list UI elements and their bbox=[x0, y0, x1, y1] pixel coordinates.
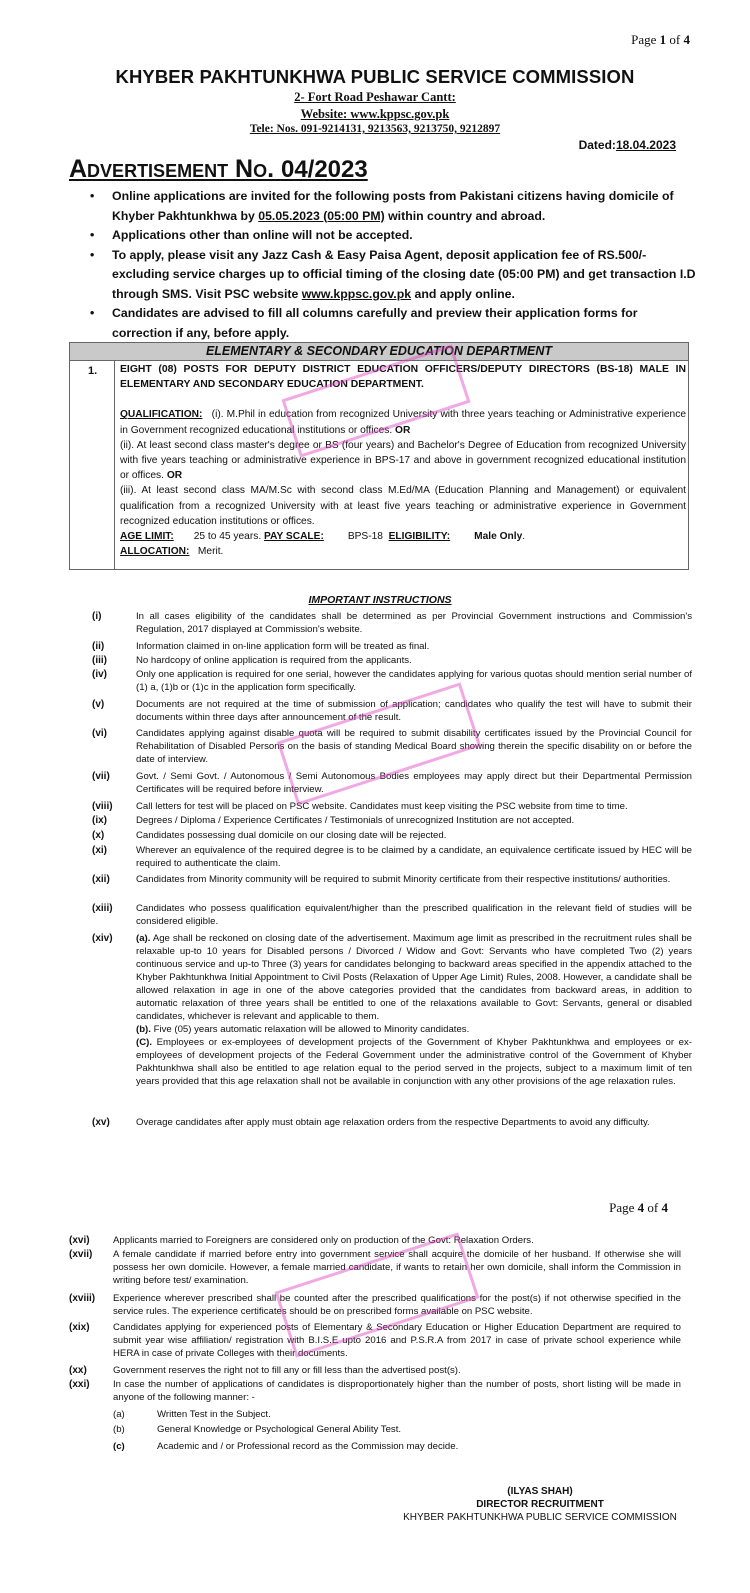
signatory-organization: KHYBER PAKHTUNKHWA PUBLIC SERVICE COMMISSION bbox=[403, 1512, 677, 1523]
instruction-item: (xxi) In case the number of applications of candidates is disproportionately higher than the number of posts, short listing will be made in anyone of the following manner: - bbox=[69, 1379, 681, 1403]
post-details bbox=[120, 362, 686, 559]
post-table bbox=[69, 342, 689, 570]
signatory-name: (ILYAS SHAH) bbox=[507, 1486, 573, 1497]
instruction-item: (ix) Degrees / Diploma / Experience Certificates / Testimonials of unrecognized Institution are not accepted. bbox=[92, 815, 575, 826]
website-line: Website: www.kppsc.gov.pk bbox=[300, 107, 450, 121]
shortlist-item: (c) Academic and / or Professional record as the Commission may decide. bbox=[113, 1441, 459, 1452]
qualification-block: QUALIFICATION: (i). M.Phil in education from recognized University with three years teaching or Administrative experience in Government recognized educational institutions or offices. OR (ii). At least second class master's degree or BS (four years) and Bachelor's Degree of Education from recognized University with five years teaching or administrative experience in BPS-17 and above in government recognized educational institution or offices. OR (iii). At least second class MA/M.Sc with second class M.Ed/MA (Education Planning and Management) or equivalent qualification from a recognized University with at least five years teaching or administrative experience in Government recognized education institutions or offices. bbox=[120, 409, 686, 527]
instruction-item: (xv) Overage candidates after apply must obtain age relaxation orders from the respective Departments to avoid any difficulty. bbox=[92, 1117, 650, 1128]
instruction-item: (xii) Candidates from Minority community will be required to submit Minority certificate from their respective institutions/ authorities. bbox=[92, 874, 671, 885]
instruction-item: (xvi) Applicants married to Foreigners are considered only on production of the Govt: Relaxation Orders. bbox=[69, 1235, 534, 1246]
advertisement-number: Advertisement No. 04/2023 bbox=[69, 155, 368, 183]
instruction-item: (vi) Candidates applying against disable quota will be required to submit disability certificates issued by the Provincial Council for Rehabilitation of Disabled Persons on the basis of standing Medical Board showing therein the specific disability on or before the date of interview. bbox=[92, 728, 692, 765]
serial-number: 1. bbox=[88, 365, 98, 377]
instructions-heading: IMPORTANT INSTRUCTIONS bbox=[308, 594, 452, 606]
organization-title: KHYBER PAKHTUNKHWA PUBLIC SERVICE COMMISSION bbox=[115, 66, 635, 87]
bullet-item: • To apply, please visit any Jazz Cash & Easy Paisa Agent, deposit application fee of RS.500/- excluding service charges up to official timing of the closing date (05:00 PM) and get transaction I.D through SMS. Visit PSC website www.kppsc.gov.pk and apply online. bbox=[90, 247, 696, 301]
shortlist-item: (b) General Knowledge or Psychological General Ability Test. bbox=[113, 1424, 402, 1435]
signature-block bbox=[380, 1485, 700, 1535]
instruction-item: (i) In all cases eligibility of the candidates shall be determined as per Provincial Government instructions and Commission's Regulation, 2017 displayed at Commission's website. bbox=[92, 611, 692, 635]
instruction-item: (xix) Candidates applying for experienced posts of Elementary & Secondary Education or Higher Education Department are required to submit year wise affiliation/ registration with B.I.S.E upto 2016 and P.S.R.A from 2017 in case of private school experience while HERA in case of private Colleges with their documents. bbox=[69, 1322, 681, 1359]
address-line: 2- Fort Road Peshawar Cantt: bbox=[294, 90, 456, 104]
dated-line: Dated:18.04.2023 bbox=[578, 138, 676, 152]
website-link[interactable]: www.kppsc.gov.pk bbox=[301, 286, 412, 301]
page-number: Page 1 of 4 bbox=[631, 32, 690, 47]
instruction-item: (xiv) (a). Age shall be reckoned on closing date of the advertisement. Maximum age limit as prescribed in the recruitment rules shall be relaxable up-to 10 years for Disabled persons / Divorced / Widow and Govt: Servants who have completed Two (2) years continuous service and up-to Three (3) years for candidates belonging to backward areas specified in the appendix attached to the Khyber Pakhtunkhwa Initial Appointment to Civil Posts (Relaxation of Upper Age Limit) Rules, 2008. However, a candidate shall be allowed relaxation in age in one of the above categories provided that the candidates from backward areas, in addition to automatic relaxation of three years shall be entitled to one of the relaxations available to Govt: Servants, general or disabled candidates, whichever is relevant and applicable to them. (b). Five (05) years automatic relaxation will be allowed to Minority candidates. (C). Employees or ex-employees of development projects of the Government of Khyber Pakhtunkhwa and employees or ex-employees of development projects of the Federal Government under the administrative control of the Government of Khyber Pakhtunkhwa shall also be entitled to age relation equal to the period served in the projects, subject to a maximum limit of ten years provided that this age relaxation shall not be available in conjunction with any other provisions of the age relaxation rules. bbox=[92, 933, 692, 1087]
instruction-item: (xx) Government reserves the right not to fill any or fill less than the advertised post(s). bbox=[69, 1365, 461, 1376]
instruction-item: (iii) No hardcopy of online application is required from the applicants. bbox=[92, 655, 412, 666]
bullet-item: • Applications other than online will not be accepted. bbox=[90, 228, 413, 242]
bullet-item: • Online applications are invited for the following posts from Pakistani citizens having domicile of Khyber Pakhtunkhwa by 05.05.2023 (05:00 PM) within country and abroad. bbox=[90, 189, 674, 223]
page-number: Page 4 of 4 bbox=[609, 1200, 668, 1215]
instruction-item: (x) Candidates possessing dual domicile on our closing date will be rejected. bbox=[92, 830, 447, 841]
bullet-list bbox=[90, 187, 700, 343]
instruction-item: (xi) Wherever an equivalence of the required degree is to be claimed by a candidate, an equivalence certificate issued by HEC will be required to authenticate the claim. bbox=[92, 845, 692, 869]
instruction-item: (xvii) A female candidate if married before entry into government service shall acquire the domicile of her husband. If otherwise she will possess her own domicile. However, a female married candidate, if wants to retain her own domicile, shall inform the Commission in writing before test/ examination. bbox=[69, 1249, 681, 1286]
instruction-item: (v) Documents are not required at the time of submission of application; candidates who qualify the test will have to submit their documents within three days after announcement of the result. bbox=[92, 699, 692, 723]
allocation: ALLOCATION: Merit. bbox=[120, 546, 224, 558]
bullet-item: • Candidates are advised to fill all columns carefully and preview their application forms for correction if any, before apply. bbox=[90, 306, 638, 340]
post-title: EIGHT (08) POSTS FOR DEPUTY DISTRICT EDUCATION OFFICERS/DEPUTY DIRECTORS (BS-18) MALE IN ELEMENTARY AND SECONDARY EDUCATION DEPARTMENT. bbox=[120, 364, 686, 391]
instruction-item: (viii) Call letters for test will be placed on PSC website. Candidates must keep visiting the PSC website from time to time. bbox=[92, 801, 628, 812]
telephone-line: Tele: Nos. 091-9214131, 9213563, 9213750, 9212897 bbox=[249, 123, 501, 135]
instruction-item: (xiii) Candidates who possess qualification equivalent/higher than the prescribed qualification in the relevant field of studies will be considered eligible. bbox=[92, 903, 692, 927]
instruction-item: (ii) Information claimed in on-line application form will be treated as final. bbox=[92, 641, 430, 652]
instruction-item: (vii) Govt. / Semi Govt. / Autonomous / Semi Autonomous Bodies employees may apply direct but their Departmental Permission Certificates will be required before interview. bbox=[92, 771, 692, 795]
age-pay-eligibility: AGE LIMIT: 25 to 45 years. PAY SCALE: BPS-18 ELIGIBILITY: Male Only. bbox=[120, 531, 526, 543]
shortlist-item: (a) Written Test in the Subject. bbox=[113, 1409, 271, 1420]
instruction-item: (xviii) Experience wherever prescribed shall be counted after the prescribed qualifications for the post(s) if not otherwise specified in the service rules. The experience certificates should be on prescribed forms available on PSC website. bbox=[69, 1293, 681, 1317]
signatory-designation: DIRECTOR RECRUITMENT bbox=[476, 1499, 604, 1510]
department-header: ELEMENTARY & SECONDARY EDUCATION DEPARTMENT bbox=[70, 343, 688, 361]
instruction-item: (iv) Only one application is required for one serial, however the candidates applying for various quotas should mention serial number of (1) a, (1)b or (1)c in the application form specifically. bbox=[92, 669, 692, 693]
